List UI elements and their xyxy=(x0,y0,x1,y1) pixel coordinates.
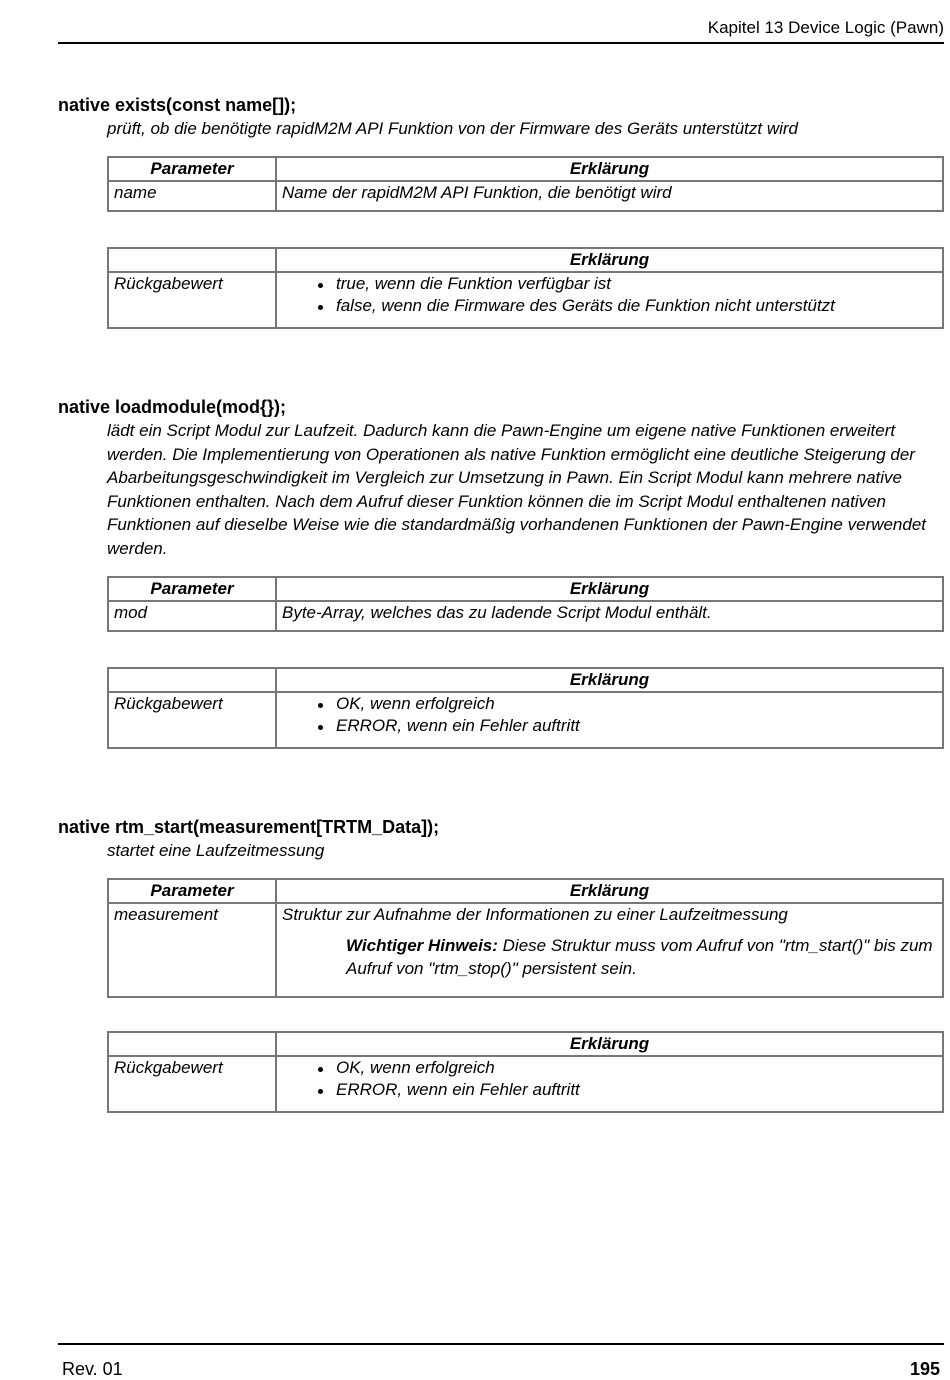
chapter-title: Kapitel 13 Device Logic (Pawn) xyxy=(707,18,944,37)
function-description-loadmodule: lädt ein Script Modul zur Laufzeit. Dadurch kann die Pawn-Engine um eigene native Funktionen erweitert werden. Die Implementierung von Operationen als native Funktion ermöglicht eine deutliche Steigerung der Abarbeitungsgeschwindigkeit im Vergleich zur Umsetzung in Pawn. Ein Script Modul kann mehrere native Funktionen enthalten. Nach dem Aufruf dieser Funktion können die im Script Modul enthaltenen nativen Funktionen auf dieselbe Weise wie die standardmäßig vorhandenen Funktionen der Pawn-Engine verwendet werden. xyxy=(107,421,927,558)
revision-label: Rev. 01 xyxy=(62,1359,123,1379)
param-name: measurement xyxy=(108,903,276,997)
header-parameter: Parameter xyxy=(108,879,276,903)
return-item: ERROR, wenn ein Fehler auftritt xyxy=(336,715,937,737)
page-number: 195 xyxy=(909,1359,940,1379)
return-label: Rückgabewert xyxy=(108,272,276,328)
param-description: Name der rapidM2M API Funktion, die benötigt wird xyxy=(276,181,943,211)
header-empty xyxy=(108,668,276,692)
header-erklaerung: Erklärung xyxy=(276,879,943,903)
param-name: name xyxy=(108,181,276,211)
function-description-rtm-start: startet eine Laufzeitmessung xyxy=(107,841,325,860)
header-erklaerung: Erklärung xyxy=(276,1032,943,1056)
return-item: OK, wenn erfolgreich xyxy=(336,1057,937,1079)
header-erklaerung: Erklärung xyxy=(276,248,943,272)
function-signature-exists: native exists(const name[]); xyxy=(58,95,297,115)
important-note-text: Diese Struktur muss vom Aufruf von "rtm_start()" bis zum Aufruf von "rtm_stop()" persistent sein. xyxy=(346,936,933,978)
param-name: mod xyxy=(108,601,276,631)
param-description: Struktur zur Aufnahme der Informationen zu einer Laufzeitmessung xyxy=(282,905,788,924)
return-item: false, wenn die Firmware des Geräts die Funktion nicht unterstützt xyxy=(336,295,937,317)
return-item: OK, wenn erfolgreich xyxy=(336,693,937,715)
important-note xyxy=(346,934,937,980)
header-empty xyxy=(108,248,276,272)
parameter-table-rtm-start xyxy=(107,878,944,998)
header-parameter: Parameter xyxy=(108,157,276,181)
header-empty xyxy=(108,1032,276,1056)
return-description xyxy=(276,1056,943,1112)
return-table-exists xyxy=(107,247,944,329)
parameter-table-loadmodule xyxy=(107,576,944,632)
return-label: Rückgabewert xyxy=(108,1056,276,1112)
return-label: Rückgabewert xyxy=(108,692,276,748)
param-description-cell xyxy=(276,903,943,997)
function-signature-loadmodule: native loadmodule(mod{}); xyxy=(58,397,287,417)
parameter-table-exists xyxy=(107,156,944,212)
important-note-label: Wichtiger Hinweis: xyxy=(346,936,498,955)
function-description-exists: prüft, ob die benötigte rapidM2M API Funktion von der Firmware des Geräts unterstützt wird xyxy=(107,119,799,138)
function-signature-rtm-start: native rtm_start(measurement[TRTM_Data]); xyxy=(58,817,440,837)
return-table-rtm-start xyxy=(107,1031,944,1113)
header-erklaerung: Erklärung xyxy=(276,157,943,181)
header-erklaerung: Erklärung xyxy=(276,668,943,692)
return-description xyxy=(276,692,943,748)
footer-divider xyxy=(58,1343,944,1345)
header-erklaerung: Erklärung xyxy=(276,577,943,601)
page-header xyxy=(58,18,944,44)
return-table-loadmodule xyxy=(107,667,944,749)
return-item: ERROR, wenn ein Fehler auftritt xyxy=(336,1079,937,1101)
return-description xyxy=(276,272,943,328)
param-description: Byte-Array, welches das zu ladende Script Modul enthält. xyxy=(276,601,943,631)
header-parameter: Parameter xyxy=(108,577,276,601)
return-item: true, wenn die Funktion verfügbar ist xyxy=(336,273,937,295)
